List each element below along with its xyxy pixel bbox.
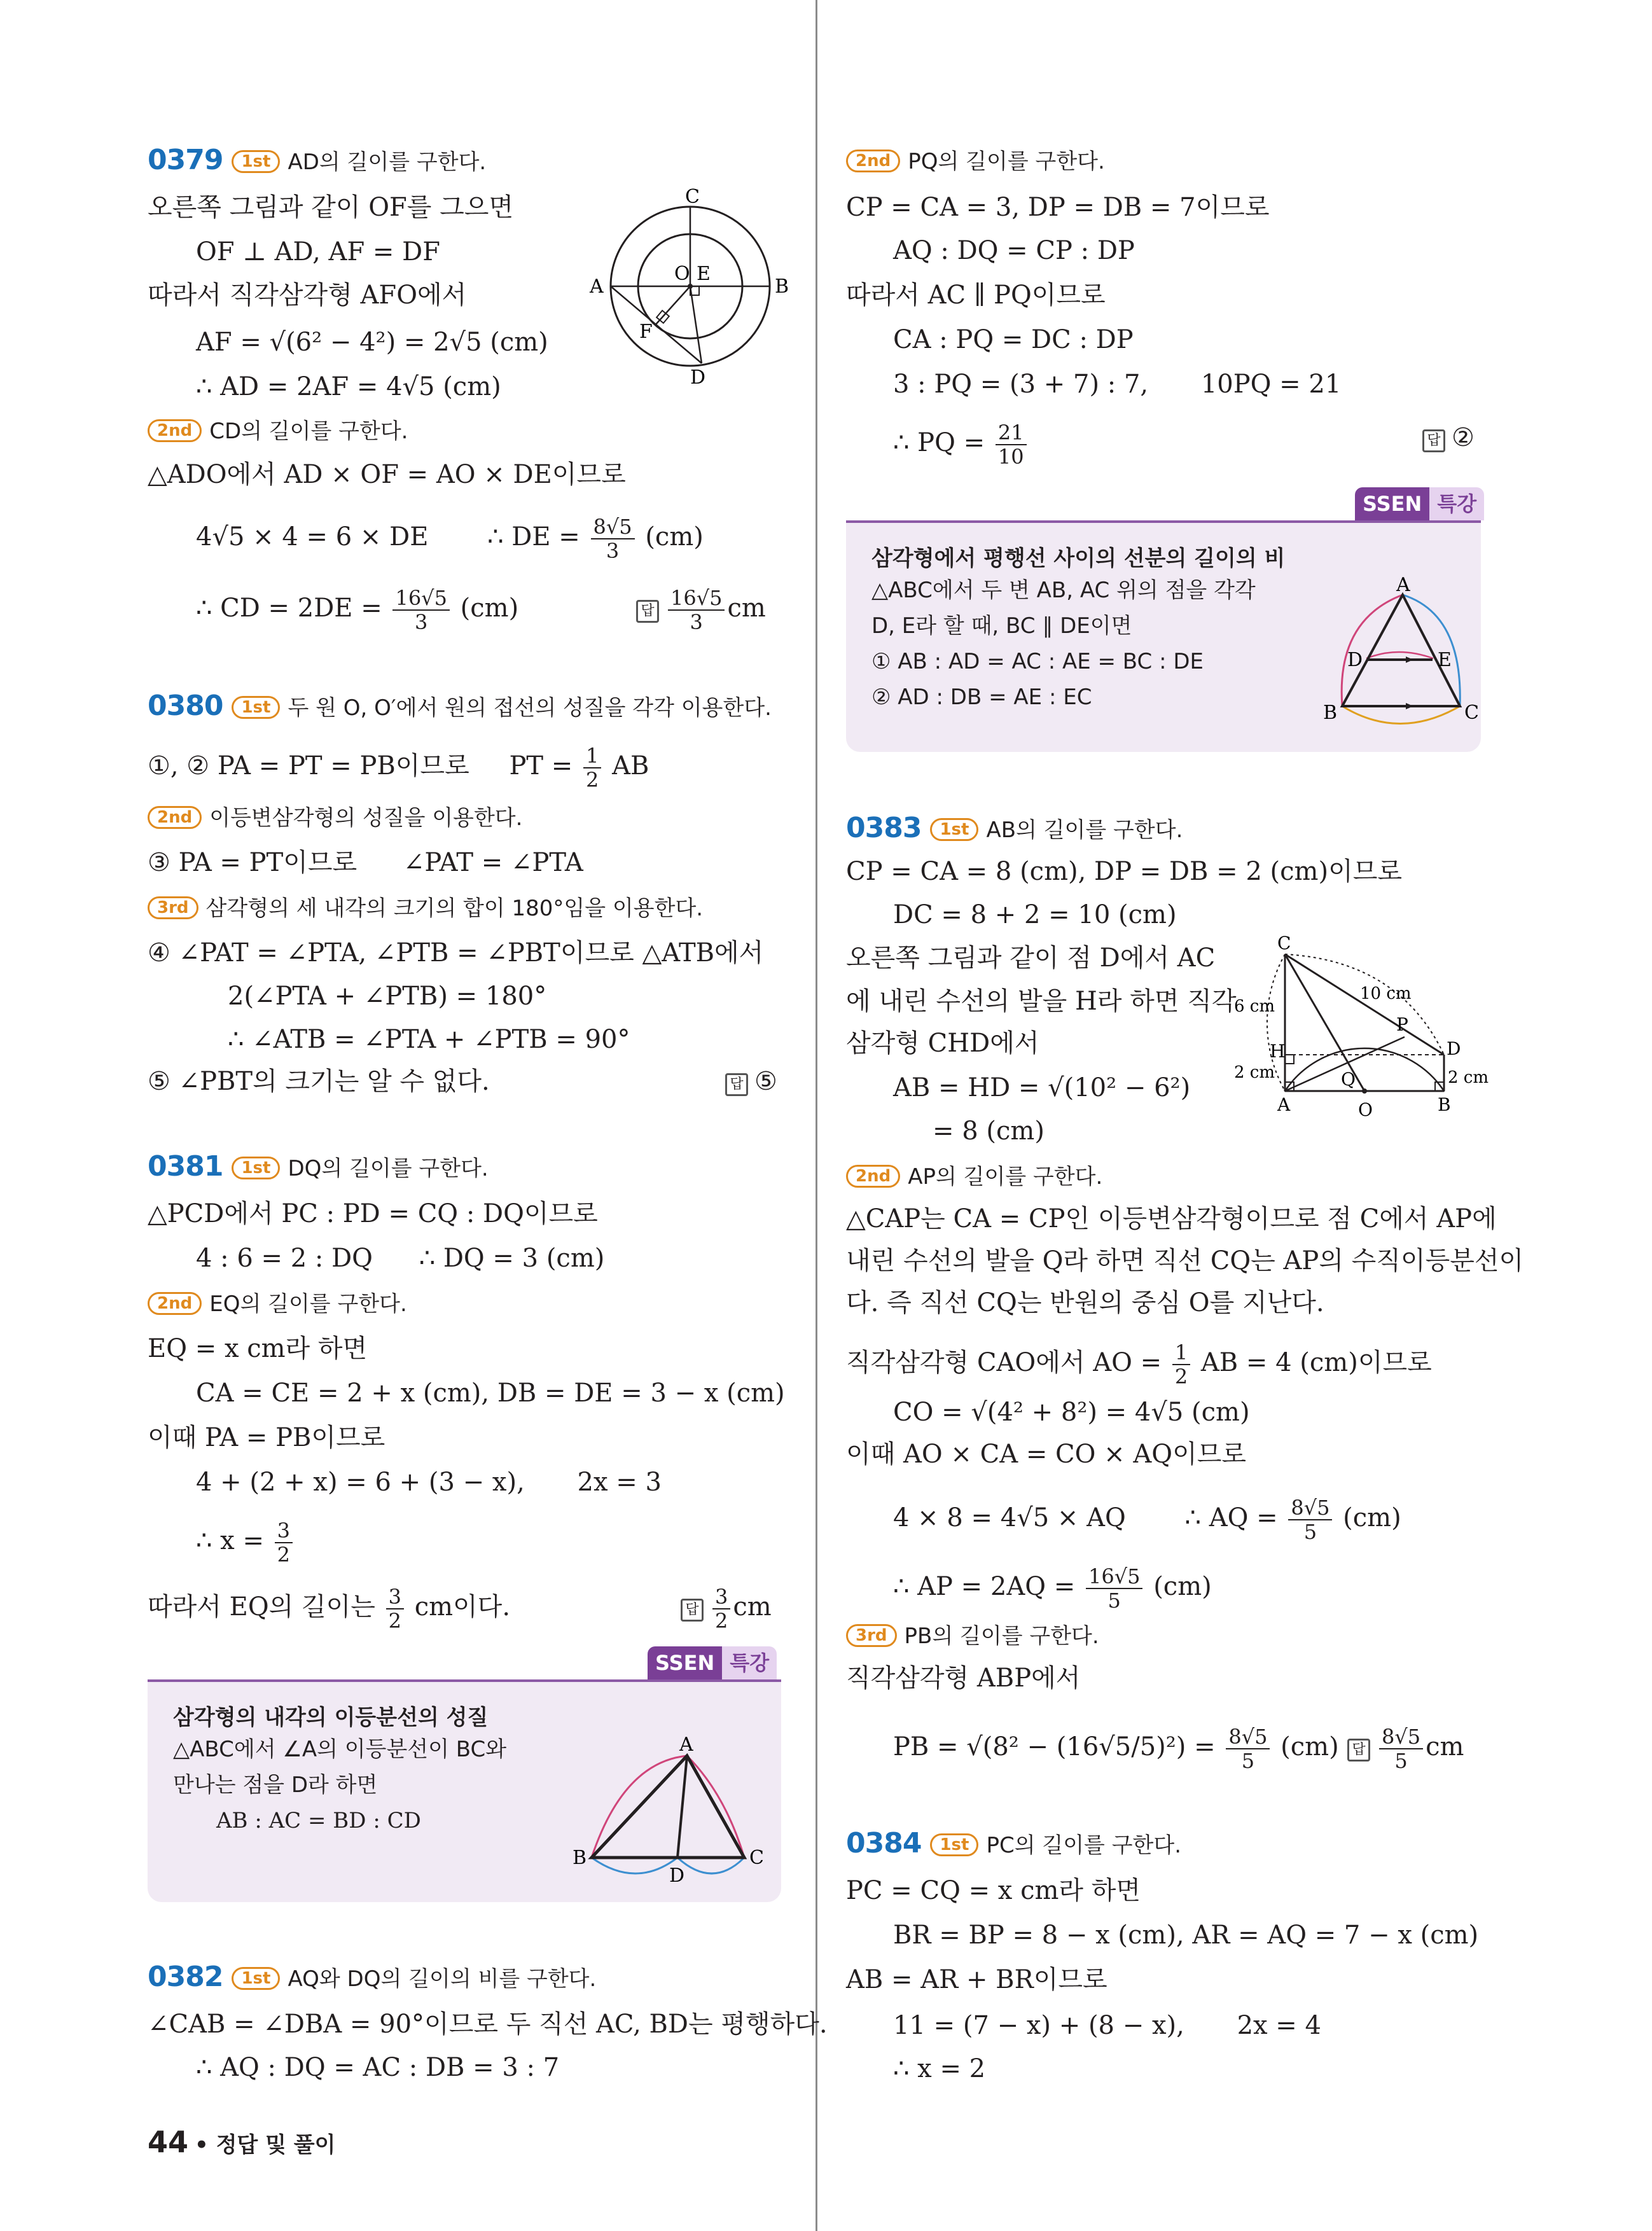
label-e: E [1438,649,1452,671]
box-line: △ABC에서 ∠A의 이등분선이 BC와 [173,1737,507,1762]
text-line: BR = BP = 8 − x (cm), AR = AQ = 7 − x (cm) [893,1921,1479,1950]
step-badge: 1st [930,1833,978,1856]
math-part: 4 : 6 = 2 : DQ [196,1244,373,1273]
ssen-badge: SSEN [1355,487,1429,520]
text-line: △CAP는 CA = CP인 이등변삼각형이므로 점 C에서 AP에 [846,1204,1497,1234]
math-line [196,1243,604,1274]
box-title: 삼각형의 내각의 이등분선의 성질 [173,1705,489,1730]
fraction [1172,1341,1190,1388]
text-line: 내린 수선의 발을 Q라 하면 직선 CQ는 AP의 수직이등분선이 [846,1246,1524,1275]
math-part: ③ PA = PT이므로 [148,848,357,877]
triangle-figure-bisector [566,1737,770,1896]
math-line [893,1565,1212,1612]
numerator: 1 [1172,1341,1190,1365]
step-text: PB의 길이를 구한다. [904,1623,1099,1649]
math-part: 4 × 8 = 4√5 × AQ [893,1503,1126,1533]
right-angle-mark [1285,1055,1294,1064]
text-line: 에 내린 수선의 발을 H라 하면 직각 [846,987,1237,1016]
math-part: 3 : PQ = (3 + 7) : 7, [893,370,1149,399]
denominator: 5 [1241,1749,1255,1773]
math-line [893,369,1341,400]
math-part: 직각삼각형 CAO에서 AO = [846,1348,1162,1377]
step-badge: 1st [232,1157,280,1179]
ssen-tag [648,1646,777,1679]
step-text: AQ와 DQ의 길이의 비를 구한다. [288,1966,597,1992]
denominator: 2 [715,1609,728,1633]
text-line: 이때 AO × CA = CO × AQ이므로 [846,1440,1247,1469]
numerator: 16√5 [668,587,725,611]
fraction [1086,1565,1142,1612]
numerator: 3 [386,1585,404,1609]
fraction [386,1585,404,1632]
box-title: 삼각형에서 평행선 사이의 선분의 길이의 비 [871,546,1286,571]
answer [681,1585,772,1632]
problem-number: 0380 [148,690,223,722]
problem-number: 0382 [148,1961,223,1993]
fraction [1288,1496,1332,1543]
page-footer [148,2125,335,2159]
text-line: 2(∠PTA + ∠PTB) = 180° [228,982,547,1011]
label-10cm: 10 cm [1360,984,1412,1003]
text-line: CO = √(4² + 8²) = 4√5 (cm) [893,1398,1250,1427]
step-text: AD의 길이를 구한다. [288,149,487,175]
step-line [148,1288,407,1319]
semicircle-figure-0383 [1234,935,1489,1126]
step-line [148,415,408,447]
text-line: △ADO에서 AD × OF = AO × DE이므로 [148,460,626,489]
step-badge: 2nd [846,149,900,172]
step-badge: 2nd [148,806,202,829]
denominator: 10 [997,445,1024,469]
arc-bd [592,1858,677,1873]
label-d: D [669,1865,685,1887]
fraction [996,421,1027,468]
text-line: ∴ AQ : DQ = AC : DB = 3 : 7 [196,2053,560,2082]
math-line [196,1467,662,1498]
step-badge: 2nd [846,1165,900,1188]
label-c: C [749,1847,764,1869]
numerator: 16√5 [1086,1565,1142,1589]
answer-value: ⑤ [754,1067,777,1096]
arc-cd [677,1858,744,1873]
unit: cm [733,1592,772,1622]
answer [725,1066,777,1097]
label-e: E [697,263,711,285]
answer-mark: 답 [1422,429,1445,452]
text-line: ④ ∠PAT = ∠PTA, ∠PTB = ∠PBT이므로 △ATB에서 [148,938,764,968]
unit: cm [727,594,766,623]
text-line: CA : PQ = DC : DP [893,325,1134,354]
ssen-special: 특강 [1429,487,1484,520]
numerator: 8√5 [591,515,635,539]
box-line: D, E라 할 때, BC ∥ DE이면 [871,613,1132,639]
math-part: PT = [509,751,573,781]
answer-mark: 답 [1347,1739,1370,1762]
tangent-cd [1285,954,1444,1055]
step-badge: 2nd [148,1292,202,1315]
footer-label: • 정답 및 풀이 [195,2132,336,2158]
label-a: A [1277,1094,1291,1115]
text-line: AF = √(6² − 4²) = 2√5 (cm) [196,328,548,357]
fraction [392,587,449,634]
math-part: 4√5 × 4 = 6 × DE [196,522,429,552]
text-line: △PCD에서 PC : PD = CQ : DQ이므로 [148,1199,598,1228]
unit: (cm) [1343,1503,1401,1533]
unit: (cm) [1281,1732,1339,1762]
math-part: cm이다. [414,1592,511,1622]
math-line [196,587,518,634]
column-divider [816,0,817,2231]
problem-0379-header [148,145,486,177]
text-line: ∴ AD = 2AF = 4√5 (cm) [196,372,501,401]
ssen-tag [1355,487,1484,520]
box-line: △ABC에서 두 변 AB, AC 위의 점을 각각 [871,578,1256,603]
step-text: AB의 길이를 구한다. [986,817,1183,843]
fraction [591,515,635,562]
box-line: AB : AC = BD : CD [216,1808,421,1833]
math-line [148,744,649,791]
answer [636,587,766,634]
problem-0382-header [148,1962,596,1994]
bisector-ad [677,1756,687,1858]
text-line: 오른쪽 그림과 같이 OF를 그으면 [148,193,514,222]
answer [1422,422,1475,453]
circle-figure-0379 [588,188,792,385]
step-badge: 3rd [148,896,198,919]
text-line: ∴ ∠ATB = ∠PTA + ∠PTB = 90° [228,1025,630,1054]
label-d: D [690,366,706,385]
label-b: B [1323,702,1338,724]
parallel-arrow [1406,657,1413,663]
ssen-badge: SSEN [648,1646,722,1679]
problem-number: 0381 [148,1150,223,1183]
step-text: PQ의 길이를 구한다. [908,149,1105,174]
box-line: ② AD : DB = AE : EC [871,685,1092,710]
label-p: P [1396,1014,1408,1035]
answer [1347,1725,1464,1772]
text-line: CP = CA = 3, DP = DB = 7이므로 [846,193,1270,222]
denominator: 5 [1394,1749,1408,1773]
fraction [1379,1725,1423,1772]
label-q: Q [1341,1069,1356,1090]
math-part: ∴ AP = 2AQ = [893,1572,1076,1601]
step-text: CD의 길이를 구한다. [209,419,408,444]
math-part: AB = 4 (cm)이므로 [1200,1348,1432,1377]
box-line: 만나는 점을 D라 하면 [173,1772,378,1798]
math-part: ①, ② PA = PT = PB이므로 [148,751,469,781]
label-b: B [1438,1094,1451,1115]
fraction [668,587,725,634]
step-text: EQ의 길이를 구한다. [209,1291,407,1317]
math-line [196,1519,295,1566]
step-text: DQ의 길이를 구한다. [288,1156,489,1181]
problem-number: 0384 [846,1827,922,1859]
denominator: 3 [690,610,703,634]
label-2cm-left: 2 cm [1234,1063,1275,1082]
math-part: ∠PAT = ∠PTA [403,848,583,877]
text-line: 이때 PA = PB이므로 [148,1423,385,1452]
label-a: A [590,275,604,298]
label-d: D [1447,1038,1461,1059]
math-part: ∴ DQ = 3 (cm) [419,1244,605,1273]
math-part: ∴ x = [196,1526,264,1555]
arc-de [1366,652,1433,658]
denominator: 3 [415,610,428,634]
unit: (cm) [1153,1572,1212,1601]
math-part: 2x = 3 [577,1468,662,1497]
ssen-special: 특강 [722,1646,777,1679]
label-f: F [639,321,653,343]
parallel-arrow [1406,703,1413,709]
label-d: D [1347,649,1363,671]
numerator: 1 [583,744,601,768]
text-line: = 8 (cm) [933,1116,1045,1146]
fraction [712,1585,730,1632]
step-line [846,1160,1102,1192]
text-line: 오른쪽 그림과 같이 점 D에서 AC [846,943,1216,973]
math-part: 10PQ = 21 [1200,370,1342,399]
text-line: ∴ x = 2 [893,2054,986,2083]
text-line: 다. 즉 직선 CQ는 반원의 중심 O를 지난다. [846,1288,1324,1317]
fraction [583,744,601,791]
step-line [148,892,703,924]
math-part: ∴ PQ = [893,428,985,457]
math-line [893,1725,1339,1772]
step-badge: 1st [930,818,978,841]
denominator: 2 [1174,1365,1188,1389]
text-line: ⑤ ∠PBT의 크기는 알 수 없다. [148,1067,490,1096]
text-line: DC = 8 + 2 = 10 (cm) [893,900,1177,929]
problem-number: 0383 [846,812,922,844]
step-badge: 1st [232,696,280,719]
label-c: C [1464,702,1479,724]
label-2cm-right: 2 cm [1448,1068,1489,1087]
answer-mark: 답 [725,1073,748,1096]
fraction [1226,1725,1270,1772]
text-line: 따라서 직각삼각형 AFO에서 [148,281,467,310]
step-text: AP의 길이를 구한다. [908,1164,1103,1190]
text-line: 삼각형 CHD에서 [846,1029,1039,1058]
step-text: 두 원 O, O′에서 원의 접선의 성질을 각각 이용한다. [288,695,772,721]
step-badge: 1st [232,150,280,173]
step-line [846,1620,1099,1651]
math-line [148,1585,510,1632]
text-line: ∠CAB = ∠DBA = 90°이므로 두 직선 AC, BD는 평행하다. [148,2010,828,2039]
math-part: PB = √(8² − (16√5/5)²) = [893,1732,1216,1762]
answer-mark: 답 [636,600,659,623]
unit: cm [1426,1732,1464,1762]
math-line [893,1496,1401,1543]
label-a: A [1396,576,1410,596]
numerator: 8√5 [1288,1496,1332,1520]
math-part: ∴ AQ = [1184,1503,1278,1533]
math-part: ∴ DE = [487,522,580,552]
problem-0383-header [846,813,1183,845]
math-part: 2x = 4 [1237,2011,1321,2040]
center-point [1362,1088,1367,1094]
step-line [846,145,1105,177]
denominator: 2 [277,1543,291,1567]
text-line: CA = CE = 2 + x (cm), DB = DE = 3 − x (cm) [196,1379,785,1408]
arc-bc [1342,706,1460,724]
denominator: 2 [388,1609,401,1633]
fraction [275,1519,293,1566]
step-line [148,802,522,833]
text-line: 따라서 AC ∥ PQ이므로 [846,281,1106,310]
numerator: 8√5 [1226,1725,1270,1749]
math-part: 11 = (7 − x) + (8 − x), [893,2011,1184,2040]
problem-0380-header [148,691,772,723]
text-line: 직각삼각형 ABP에서 [846,1664,1081,1693]
label-c: C [1277,935,1291,954]
math-line [893,2010,1321,2041]
problem-number: 0379 [148,144,223,176]
label-c: C [685,188,700,208]
math-line [846,1341,1432,1388]
label-h: H [1270,1041,1286,1062]
label-b: B [573,1847,587,1869]
math-part: ∴ CD = 2DE = [196,594,382,623]
label-b: B [775,275,789,298]
step-text: 삼각형의 세 내각의 크기의 합이 180°임을 이용한다. [205,896,704,921]
problem-0384-header [846,1828,1181,1861]
label-o: O [1358,1099,1373,1120]
numerator: 3 [712,1585,730,1609]
answer-value: ② [1452,423,1475,452]
math-part: AB [612,751,649,781]
answer-mark: 답 [681,1599,704,1622]
numerator: 8√5 [1379,1725,1423,1749]
unit: (cm) [645,522,704,552]
step-badge: 1st [232,1967,280,1990]
label-o: O [674,263,690,285]
text-line: CP = CA = 8 (cm), DP = DB = 2 (cm)이므로 [846,857,1403,886]
unit: (cm) [460,594,519,623]
math-line [893,421,1029,468]
numerator: 21 [996,421,1027,445]
step-text: PC의 길이를 구한다. [986,1833,1182,1858]
triangle-figure-parallel [1317,576,1489,728]
denominator: 2 [585,768,599,792]
math-line [196,515,704,562]
step-badge: 3rd [846,1624,897,1647]
numerator: 16√5 [392,587,449,611]
segment-of [655,286,690,325]
text-line: AB = HD = √(10² − 6²) [893,1073,1191,1102]
step-text: 이등변삼각형의 성질을 이용한다. [209,805,523,831]
box-line: ① AB : AD = AC : AE = BC : DE [871,649,1204,674]
text-line: PC = CQ = x cm라 하면 [846,1876,1141,1905]
math-part: 4 + (2 + x) = 6 + (3 − x), [196,1468,525,1497]
text-line: AB = AR + BR이므로 [846,1965,1107,1994]
denominator: 5 [1107,1588,1121,1613]
step-badge: 2nd [148,419,202,442]
math-part: 따라서 EQ의 길이는 [148,1592,375,1622]
text-line: AQ : DQ = CP : DP [893,236,1135,265]
page-number: 44 [148,2125,189,2159]
label-6cm: 6 cm [1234,997,1275,1016]
problem-0381-header [148,1151,489,1184]
denominator: 3 [606,539,620,563]
denominator: 5 [1303,1520,1317,1544]
segment-od [690,286,702,363]
math-line [148,847,583,878]
numerator: 3 [275,1519,293,1543]
text-line: EQ = x cm라 하면 [148,1334,368,1363]
label-a: A [679,1737,693,1756]
text-line: OF ⊥ AD, AF = DF [196,237,440,267]
